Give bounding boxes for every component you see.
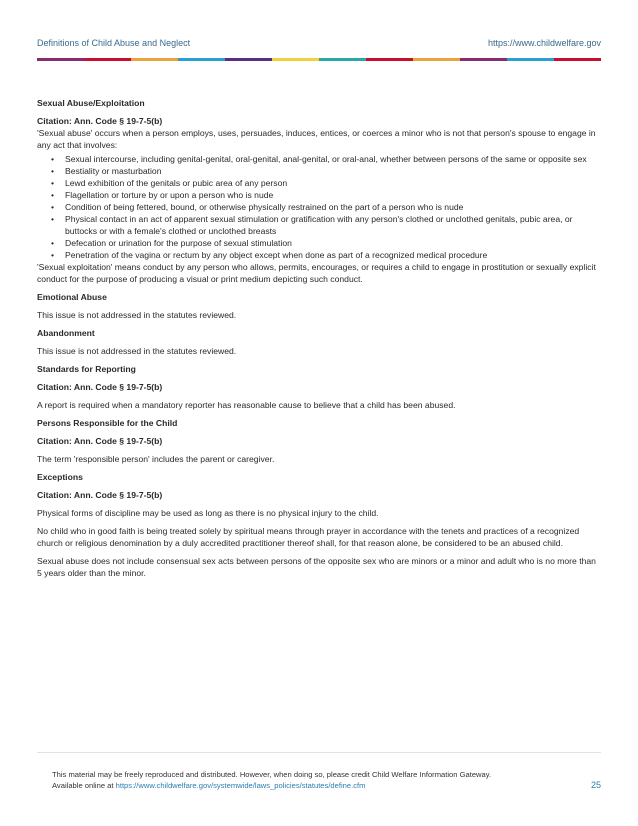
stripe-segment [225,58,272,61]
citation: Citation: Ann. Code § 19-7-5(b) [37,490,163,500]
footer-credit: This material may be freely reproduced and distributed. However, when doing so, please credit Child Welfare Information Gateway. [52,770,492,779]
section-heading: Emotional Abuse [37,292,107,302]
stripe-segment [507,58,554,61]
stripe-segment [37,58,84,61]
paragraph: 'Sexual exploitation' means conduct by any person who allows, permits, encourages, or requires a child to engage in prostitution or sexually explicit conduct for the purpose of producing a visual or print medium depicting such conduct. [37,262,596,284]
paragraph: This issue is not addressed in the statutes reviewed. [37,346,237,356]
footer-available-label: Available online at [52,781,116,790]
document-title: Definitions of Child Abuse and Neglect [37,38,191,48]
list-item: • Flagellation or torture by or upon a person who is nude [65,189,601,201]
paragraph: This issue is not addressed in the statutes reviewed. [37,310,237,320]
stripe-segment [460,58,507,61]
list-item: • Penetration of the vagina or rectum by any object except when done as part of a recognized medical procedure [65,249,601,261]
stripe-segment [366,58,413,61]
site-url[interactable]: https://www.childwelfare.gov [487,38,601,48]
list-item: • Physical contact in an act of apparent sexual stimulation or gratification with any person's clothed or unclothed genitals, pubic area, or buttocks or with a female's clothed or unclothed breasts [65,213,601,237]
citation: Citation: Ann. Code § 19-7-5(b) [37,116,163,126]
paragraph: Sexual abuse does not include consensual sex acts between persons of the opposite sex who are minors or a minor and adult who is no more than 5 years older than the minor. [37,556,596,578]
section-heading: Exceptions [37,472,83,482]
list-item: • Defecation or urination for the purpose of sexual stimulation [65,237,601,249]
footer-availability [52,780,552,791]
section-heading: Abandonment [37,328,95,338]
page-header [37,38,601,52]
section-responsible-persons [37,417,601,465]
section-exceptions [37,471,601,579]
stripe-segment [272,58,319,61]
page-number: 25 [590,780,601,790]
footer-divider [37,752,601,753]
section-heading: Standards for Reporting [37,364,136,374]
stripe-segment [554,58,601,61]
page-footer [52,769,552,791]
act-list [37,153,601,261]
section-heading: Persons Responsible for the Child [37,418,178,428]
color-stripe [37,58,601,61]
paragraph: The term 'responsible person' includes the parent or caregiver. [37,454,275,464]
section-emotional-abuse [37,291,601,321]
paragraph: 'Sexual abuse' occurs when a person employs, uses, persuades, induces, entices, or coerces a minor who is not that person's spouse to engage in any act that involves: [37,128,596,150]
citation: Citation: Ann. Code § 19-7-5(b) [37,382,163,392]
stripe-segment [413,58,460,61]
paragraph: No child who in good faith is being treated solely by spiritual means through prayer in accordance with the tenets and practices of a recognized church or religious denomination by a duly accredited practitioner thereof shall, for that reason alone, be considered to be an abused child. [37,526,580,548]
stripe-segment [319,58,366,61]
section-heading: Sexual Abuse/Exploitation [37,98,145,108]
section-sexual-abuse [37,97,601,285]
citation: Citation: Ann. Code § 19-7-5(b) [37,436,163,446]
footer-link[interactable]: https://www.childwelfare.gov/systemwide/laws_policies/statutes/define.cfm [115,781,366,790]
main-content [37,97,601,585]
list-item: • Condition of being fettered, bound, or otherwise physically restrained on the part of a person who is nude [65,201,601,213]
stripe-segment [131,58,178,61]
list-item: • Sexual intercourse, including genital-genital, oral-genital, anal-genital, or oral-anal, whether between persons of the same or opposite sex [65,153,601,165]
section-reporting [37,363,601,411]
list-item: • Lewd exhibition of the genitals or pubic area of any person [65,177,601,189]
section-abandonment [37,327,601,357]
list-item: • Bestiality or masturbation [65,165,601,177]
stripe-segment [84,58,131,61]
stripe-segment [178,58,225,61]
paragraph: A report is required when a mandatory reporter has reasonable cause to believe that a child has been abused. [37,400,456,410]
paragraph: Physical forms of discipline may be used as long as there is no physical injury to the child. [37,508,379,518]
